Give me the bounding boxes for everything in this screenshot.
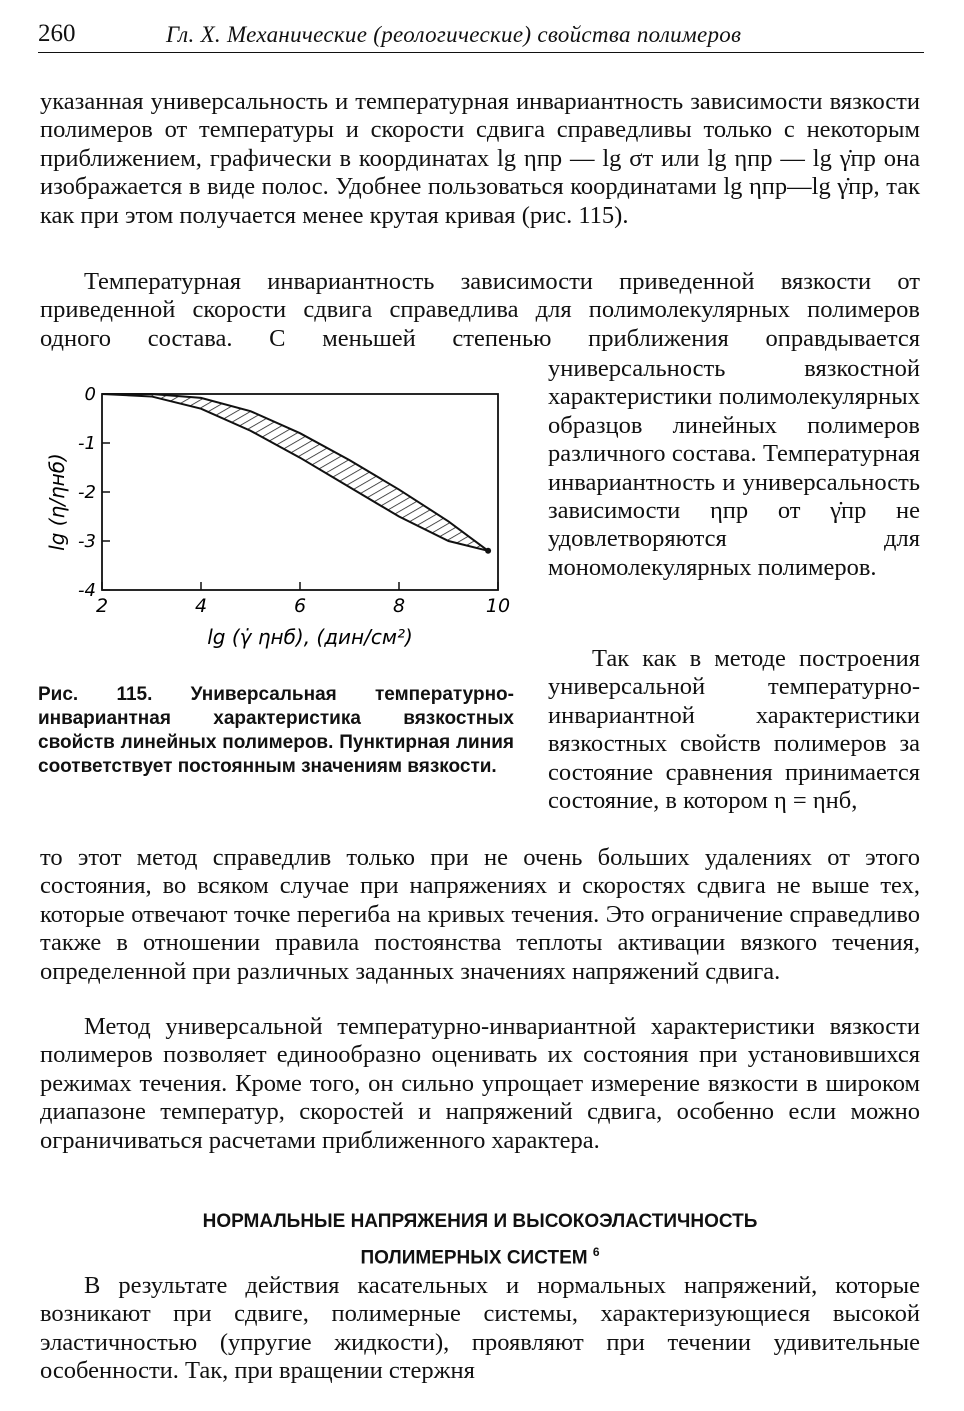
x-tick-label: 6 (293, 595, 307, 617)
paragraph-invariance (40, 268, 920, 354)
paragraph-normal-stresses: В результате действия касательных и нормальных напряжений, которые возникают при сдвиге, полимерные системы, характеризующиеся высокой эластичностью (упругие жидкости), проявляют при течении удивительные особенности. Так, при вращении стержня (40, 1272, 920, 1385)
chart-plot (45, 384, 510, 649)
y-tick-label: -2 (78, 482, 96, 503)
section-heading-line1: НОРМАЛЬНЫЕ НАПРЯЖЕНИЯ И ВЫСОКОЭЛАСТИЧНОСТЬ (202, 1211, 758, 1232)
chart-universal-viscosity (38, 372, 518, 672)
paragraph-universality: указанная универсальность и температурная инвариантность зависимости вязкости полимеров от температуры и скорости сдвига справедливы только с некоторым приближением, графически в координатах lg ηпр — lg σт или lg ηпр — lg γ̇пр она изображается в виде полос. Удобнее пользоваться координатами lg ηпр—lg γ̇пр, так как при этом получается менее крутая кривая (рис. 115). (40, 88, 920, 229)
band-hatch (102, 394, 488, 551)
chart-frame (102, 394, 498, 590)
figure-115 (38, 372, 518, 672)
running-title: Гл. X. Механические (реологические) свойства полимеров (166, 22, 742, 47)
paragraph-method: Так как в методе построения универсальной температурно-инвариантной характеристики вязкостных свойств полимеров за состояние сравнения принимается состояние, в котором η = ηнб, (548, 645, 920, 815)
y-tick-label: -3 (78, 531, 96, 552)
paragraph-method-benefits: Метод универсальной температурно-инвариантной характеристики вязкости полимеров позволяет единообразно оценивать их состояния при установившихся режимах течения. Кроме того, он сильно упрощает измерение вязкости в широком диапазоне температур, скоростей и напряжений сдвига, особенно если можно ограничиваться расчетами приближенного характера. (40, 1013, 920, 1154)
section-heading-line2: ПОЛИМЕРНЫХ СИСТЕМ (360, 1247, 588, 1269)
paragraph-invariance-text: Температурная инвариантность зависимости приведенной вязкости от приведенной скорости сдвига справедлива для полимолекулярных полимеров одного состава. С меньшей степенью приближения оправдывается (40, 268, 920, 352)
band-end-point (485, 548, 491, 554)
running-header (38, 18, 924, 53)
page-number: 260 (38, 20, 76, 47)
section-heading (40, 1207, 920, 1273)
y-tick-label: 0 (84, 384, 96, 405)
section-heading-line2-wrap (40, 1237, 920, 1273)
x-tick-label: 4 (194, 595, 208, 617)
figure-caption: Рис. 115. Универсальная температурно-инвариантная характеристика вязкостных свойств линейных полимеров. Пунктирная линия соответствует постоянным значениям вязкости. (38, 684, 514, 777)
paragraph-invariance-wrap: универсальность вязкостной характеристики полимолекулярных образцов линейных полимеров различного состава. Температурная инвариантность и универсальность зависимости ηпр от γ̇пр не удовлетворяются для мономолекулярных полимеров. (548, 355, 920, 581)
x-tick-label: 8 (392, 595, 406, 617)
x-tick-label: 10 (485, 595, 511, 617)
x-tick-label: 2 (95, 595, 109, 617)
y-axis-label: lg (η/ηнб) (45, 453, 69, 551)
footnote-reference: 6 (592, 1245, 600, 1259)
x-axis-label: lg (γ̇ ηнб), (дин/см²) (207, 625, 413, 649)
y-tick-label: -4 (78, 580, 96, 601)
paragraph-limits: то этот метод справедлив только при не очень больших удалениях от этого состояния, во всяком случае при напряжениях и скоростях сдвига не выше тех, которые отвечают точке перегиба на кривых течения. Это ограничение справедливо также в отношении правила постоянства теплоты активации вязкого течения, определенной при различных заданных значениях напряжений сдвига. (40, 844, 920, 985)
y-tick-label: -1 (78, 433, 96, 454)
